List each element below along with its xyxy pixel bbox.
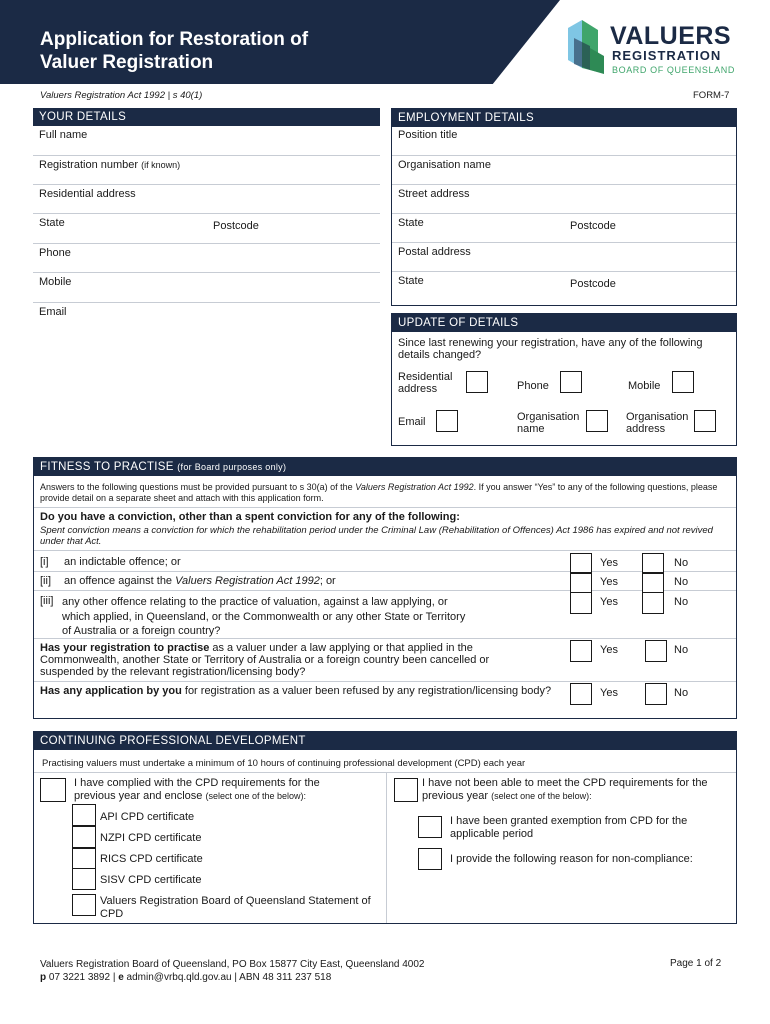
cpd-section	[33, 731, 737, 924]
street-address-field[interactable]	[392, 185, 736, 214]
fitness-to-practise-section	[33, 457, 737, 719]
cpd-complied-text	[74, 777, 364, 803]
organisation-name-label: Organisation name	[398, 159, 491, 171]
item-iii-yes-label: Yes	[600, 596, 618, 608]
email-field[interactable]	[33, 303, 380, 333]
cpd-title: CONTINUING PROFESSIONAL DEVELOPMENT	[34, 732, 736, 750]
postal-postcode-label: Postcode	[570, 278, 616, 290]
postcode-label: Postcode	[213, 220, 259, 232]
position-title-label: Position title	[398, 129, 458, 141]
page-number: Page 1 of 2	[670, 958, 722, 969]
q3-bold: Has any application by you	[40, 685, 182, 697]
sisv-cpd-label: SISV CPD certificate	[100, 874, 202, 886]
cpd-complied-main: I have complied with the CPD requirements for the previous year and enclose	[74, 777, 320, 802]
item-ii-text-a: an offence against the	[64, 575, 176, 587]
fitness-intro-b: . If you answer “Yes” to any of the following questions, please provide detail on a separate sheet and attach with this application form.	[40, 482, 718, 503]
act-reference: Valuers Registration Act 1992 | s 40(1)	[40, 90, 203, 101]
api-cpd-label: API CPD certificate	[100, 811, 195, 823]
employment-postcode-label: Postcode	[570, 220, 616, 232]
cpd-complied-checkbox[interactable]	[40, 778, 66, 802]
refused-yes-label: Yes	[600, 687, 618, 699]
residential-address-field[interactable]	[33, 185, 380, 214]
q2-text: as a valuer under a law applying or that applied in the Commonwealth, another State or Territory of Australia or a foreign country been cancelled or suspended by the relevant registration/licensing body?	[40, 642, 490, 678]
refused-no-label: No	[674, 687, 689, 699]
logo-mark-icon	[560, 8, 610, 78]
fitness-title-note: (for Board purposes only)	[177, 462, 287, 472]
item-ii-no-label: No	[674, 576, 689, 588]
item-i-number: [i]	[40, 556, 49, 568]
organisation-name-field[interactable]	[392, 156, 736, 185]
state-label: State	[39, 217, 65, 229]
email-label: Email	[39, 306, 67, 318]
header	[0, 0, 770, 84]
item-i-text: an indictable offence; or	[64, 556, 181, 568]
state-postcode-field[interactable]	[33, 214, 380, 244]
refused-no-checkbox[interactable]	[645, 683, 667, 705]
nzpi-cpd-checkbox[interactable]	[72, 826, 96, 848]
item-ii-number: [ii]	[40, 575, 51, 587]
org-name-changed-checkbox[interactable]	[586, 410, 608, 432]
fitness-title-text: FITNESS TO PRACTISE	[40, 461, 174, 473]
item-ii-no-checkbox[interactable]	[642, 573, 664, 593]
fitness-intro-act: Valuers Registration Act 1992	[355, 482, 474, 492]
registration-cancelled-question	[40, 642, 530, 678]
fitness-intro	[40, 482, 730, 504]
registration-number-field[interactable]	[33, 156, 380, 185]
logo-text-board: BOARD OF QUEENSLAND	[612, 65, 735, 75]
conviction-question: Do you have a conviction, other than a spent conviction for any of the following:	[40, 511, 460, 523]
update-of-details-section	[391, 313, 737, 446]
residential-address-label: Residential address	[39, 188, 136, 200]
employment-state-field[interactable]	[392, 214, 736, 243]
item-iii-no-checkbox[interactable]	[642, 592, 664, 614]
position-title-field[interactable]	[392, 127, 736, 156]
item-i-yes-label: Yes	[600, 557, 618, 569]
residential-changed-checkbox[interactable]	[466, 371, 488, 393]
item-i-no-checkbox[interactable]	[642, 553, 664, 573]
org-address-changed-checkbox[interactable]	[694, 410, 716, 432]
cpd-not-met-checkbox[interactable]	[394, 778, 418, 802]
fitness-intro-a: Answers to the following questions must be provided pursuant to s 30(a) of the	[40, 482, 356, 492]
employment-details-section	[391, 108, 737, 306]
registration-number-note: (if known)	[141, 160, 181, 170]
phone-field[interactable]	[33, 244, 380, 273]
vrbq-statement-label: Valuers Registration Board of Queensland Statement of CPD	[100, 895, 371, 920]
mobile-changed-label: Mobile	[628, 380, 661, 392]
item-ii-text-b: ; or	[319, 575, 336, 587]
postal-address-field[interactable]	[392, 243, 736, 272]
exemption-label: I have been granted exemption from CPD for the applicable period	[450, 815, 688, 840]
phone-changed-checkbox[interactable]	[560, 371, 582, 393]
q3-text: for registration as a valuer been refused by any registration/licensing body?	[181, 685, 552, 697]
refused-yes-checkbox[interactable]	[570, 683, 592, 705]
registration-number-label: Registration number	[39, 159, 139, 171]
item-ii-yes-checkbox[interactable]	[570, 573, 592, 593]
cpd-not-met-note: (select one of the below):	[491, 791, 592, 801]
logo-text-registration: REGISTRATION	[612, 48, 722, 63]
org-name-changed-label: Organisation name	[517, 411, 580, 435]
phone-label: Phone	[39, 247, 71, 259]
update-question: Since last renewing your registration, have any of the following details changed?	[398, 337, 703, 361]
cancelled-yes-label: Yes	[600, 644, 618, 656]
postal-address-label: Postal address	[398, 246, 471, 258]
item-i-no-label: No	[674, 557, 689, 569]
item-ii-act: Valuers Registration Act 1992	[175, 575, 320, 587]
your-details-title: YOUR DETAILS	[33, 108, 380, 126]
item-iii-no-label: No	[674, 596, 689, 608]
form-title	[40, 28, 400, 74]
rics-cpd-label: RICS CPD certificate	[100, 853, 203, 865]
mobile-field[interactable]	[33, 273, 380, 303]
item-iii-yes-checkbox[interactable]	[570, 592, 592, 614]
footer-contact	[40, 971, 425, 984]
application-refused-question	[40, 685, 560, 697]
cpd-not-met-main: I have not been able to meet the CPD requirements for the previous year	[422, 777, 708, 802]
cpd-intro: Practising valuers must undertake a minimum of 10 hours of continuing professional development (CPD) each year	[42, 758, 526, 769]
footer-email-abn: admin@vrbq.qld.gov.au | ABN 48 311 237 518	[123, 972, 332, 983]
item-iii-text: any other offence relating to the practice of valuation, against a law applying, or which applied, in Queensland, or the Commonwealth or any other State or Territory of Australia or a foreign country?	[62, 596, 466, 637]
item-ii-text	[64, 575, 336, 587]
postal-state-label: State	[398, 275, 424, 287]
cancelled-no-checkbox[interactable]	[645, 640, 667, 662]
fitness-title	[34, 458, 736, 476]
non-compliance-label: I provide the following reason for non-compliance:	[450, 853, 693, 865]
item-ii-yes-label: Yes	[600, 576, 618, 588]
q2-bold: Has your registration to practise	[40, 642, 210, 654]
nzpi-cpd-label: NZPI CPD certificate	[100, 832, 202, 844]
footer	[40, 958, 425, 984]
footer-p: p	[40, 972, 47, 983]
rics-cpd-checkbox[interactable]	[72, 848, 96, 870]
spent-conviction-note: Spent conviction means a conviction for which the rehabilitation period under the Criminal Law (Rehabilitation of Offences) Act 1986 has expired and not revived under that Act.	[40, 525, 713, 547]
postal-state-field[interactable]	[392, 272, 736, 302]
employment-state-label: State	[398, 217, 424, 229]
phone-changed-label: Phone	[517, 380, 549, 392]
footer-phone: 07 3221 3892 |	[46, 972, 119, 983]
cpd-complied-note: (select one of the below):	[205, 791, 307, 801]
logo-text-valuers: VALUERS	[610, 22, 732, 50]
title-line-1: Application for Restoration of	[40, 29, 309, 50]
non-compliance-checkbox[interactable]	[418, 848, 442, 870]
vrbq-statement-checkbox[interactable]	[72, 894, 96, 916]
cancelled-no-label: No	[674, 644, 689, 656]
api-cpd-checkbox[interactable]	[72, 804, 96, 826]
update-details-title: UPDATE OF DETAILS	[392, 314, 736, 332]
cancelled-yes-checkbox[interactable]	[570, 640, 592, 662]
item-iii-number: [iii]	[40, 595, 54, 607]
title-line-2: Valuer Registration	[40, 52, 214, 73]
full-name-label: Full name	[39, 129, 88, 141]
form-number: FORM-7	[693, 90, 730, 101]
residential-changed-label: Residential address	[398, 371, 453, 395]
sisv-cpd-checkbox[interactable]	[72, 868, 96, 890]
employment-details-title: EMPLOYMENT DETAILS	[392, 109, 736, 127]
street-address-label: Street address	[398, 188, 470, 200]
org-address-changed-label: Organisation address	[626, 411, 689, 435]
cpd-not-met-text	[422, 777, 730, 803]
email-changed-label: Email	[398, 416, 426, 428]
mobile-label: Mobile	[39, 276, 72, 288]
your-details-section	[33, 108, 380, 338]
email-changed-checkbox[interactable]	[436, 410, 458, 432]
mobile-changed-checkbox[interactable]	[672, 371, 694, 393]
footer-e: e	[118, 972, 124, 983]
full-name-field[interactable]	[33, 126, 380, 156]
footer-address: Valuers Registration Board of Queensland, PO Box 15877 City East, Queensland 4002	[40, 959, 425, 970]
item-i-yes-checkbox[interactable]	[570, 553, 592, 573]
vrbq-logo	[560, 8, 750, 78]
exemption-checkbox[interactable]	[418, 816, 442, 838]
